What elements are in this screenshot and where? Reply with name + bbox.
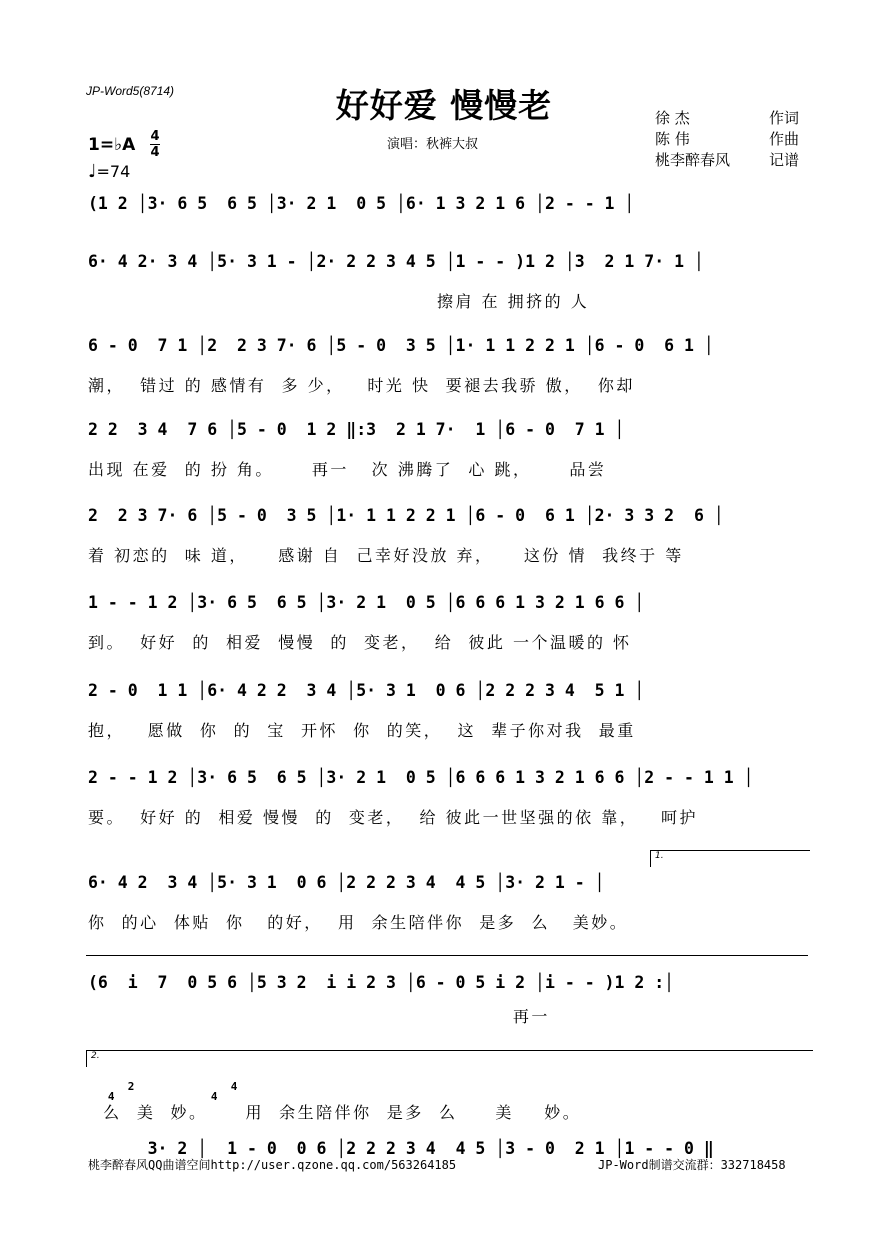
time-signature-bottom: 4 xyxy=(107,1090,115,1103)
song-title: 好好爱 慢慢老 xyxy=(335,86,553,125)
first-ending-bracket xyxy=(650,850,810,867)
credit-transcriber xyxy=(655,150,799,171)
credit-composer xyxy=(655,129,799,150)
notation-text: 3· 2 │ 1 - 0 0 6 │2 2 2 3 4 4 5 │3 - 0 2 1 │1 - - 0 ‖ xyxy=(127,1139,714,1158)
lyrics-row: 到。 好好 的 相爱 慢慢 的 变老， 给 彼此 一个温暖的 怀 xyxy=(88,633,632,652)
lyrics-row: 潮， 错过 的 感情有 多 少， 时光 快 要褪去我骄 傲， 你却 xyxy=(88,376,635,395)
credit-role: 记谱 xyxy=(769,151,800,169)
notation-row: (1 2 │3· 6 5 6 5 │3· 2 1 0 5 │6· 1 3 2 1 6 │2 - - 1 │ xyxy=(88,194,635,213)
credit-role: 作曲 xyxy=(769,130,800,148)
inline-time-signature xyxy=(88,1072,134,1112)
time-signature-top: 4 xyxy=(150,129,160,144)
notation-row: 2 - 0 1 1 │6· 4 2 2 3 4 │5· 3 1 0 6 │2 2 2 3 4 5 1 │ xyxy=(88,681,645,700)
interlude-divider xyxy=(86,955,808,956)
score-line-10 xyxy=(88,972,806,1028)
score-line-9 xyxy=(88,872,806,934)
score-line-4 xyxy=(88,419,806,481)
credit-lyricist xyxy=(655,108,799,129)
notation-row: 6· 4 2· 3 4 │5· 3 1 - │2· 2 2 3 4 5 │1 - - )1 2 │3 2 1 7· 1 │ xyxy=(88,252,704,271)
time-signature-top: 4 xyxy=(230,1080,238,1093)
time-signature-bottom: 4 xyxy=(150,145,160,160)
time-signature-top: 2 xyxy=(127,1080,135,1093)
notation-row: 6· 4 2 3 4 │5· 3 1 0 6 │2 2 2 3 4 4 5 │3· 2 1 - │ xyxy=(88,873,605,892)
lyrics-row: 擦肩 在 拥挤的 人 xyxy=(88,292,590,311)
lyrics-row: 么 美 妙。 用 余生陪伴你 是多 么 美 妙。 xyxy=(88,1103,582,1122)
credits-block xyxy=(655,108,799,171)
score-line-3 xyxy=(88,335,806,397)
key-signature: 1=♭A xyxy=(88,135,136,155)
lyrics-row: 出现 在爱 的 扮 角。 再一 次 沸腾了 心 跳， 品尝 xyxy=(88,460,607,479)
footer-left: 桃李醉春风QQ曲谱空间http://user.qzone.qq.com/563264185 xyxy=(88,1158,457,1172)
footer-right: JP-Word制谱交流群：332718458 xyxy=(598,1158,786,1172)
credit-role: 作词 xyxy=(769,109,800,127)
score-line-1 xyxy=(88,193,806,255)
lyrics-row: 你 的心 体贴 你 的好， 用 余生陪伴你 是多 么 美妙。 xyxy=(88,913,629,932)
singer-credit: 演唱：秋裤大叔 xyxy=(387,137,479,152)
credit-name: 徐 杰 xyxy=(655,109,690,127)
score-line-7 xyxy=(88,680,806,742)
volta-label: 2. xyxy=(91,1051,100,1061)
notation-row: 1 - - 1 2 │3· 6 5 6 5 │3· 2 1 0 5 │6 6 6 1 3 2 1 6 6 │ xyxy=(88,593,645,612)
lyrics-row: 着 初恋的 味 道， 感谢 自 己幸好没放 弃， 这份 情 我终于 等 xyxy=(88,546,684,565)
tempo-value: =74 xyxy=(96,162,131,181)
lyrics-row: 抱， 愿做 你 的 宝 开怀 你 的笑， 这 辈子你对我 最重 xyxy=(88,721,636,740)
score-line-8 xyxy=(88,767,806,829)
tempo-marking xyxy=(88,161,130,182)
notation-row: 2 - - 1 2 │3· 6 5 6 5 │3· 2 1 0 5 │6 6 6 1 3 2 1 6 6 │2 - - 1 1 │ xyxy=(88,768,754,787)
quarter-note-icon: ♩ xyxy=(88,161,97,182)
score-line-2 xyxy=(88,251,806,313)
notation-row: 2 2 3 4 7 6 │5 - 0 1 2 ‖:3 2 1 7· 1 │6 - 0 7 1 │ xyxy=(88,420,625,439)
notation-row: 2 2 3 7· 6 │5 - 0 3 5 │1· 1 1 2 2 1 │6 - 0 6 1 │2· 3 3 2 6 │ xyxy=(88,506,724,525)
lyrics-row: 要。 好好 的 相爱 慢慢 的 变老， 给 彼此一世坚强的依 靠， 呵护 xyxy=(88,808,698,827)
software-tag: JP-Word5(8714) xyxy=(86,84,175,98)
notation-row: 6 - 0 7 1 │2 2 3 7· 6 │5 - 0 3 5 │1· 1 1 2 2 1 │6 - 0 6 1 │ xyxy=(88,336,714,355)
credit-name: 陈 伟 xyxy=(655,130,690,148)
lyrics-row: 再一 xyxy=(88,1007,550,1026)
inline-time-signature xyxy=(191,1072,237,1112)
volta-label: 1. xyxy=(655,851,664,861)
time-signature-bottom: 4 xyxy=(210,1090,218,1103)
time-signature xyxy=(150,130,160,159)
score-line-5 xyxy=(88,505,806,567)
notation-row: (6 i 7 0 5 6 │5 3 2 i i 2 3 │6 - 0 5 i 2 │i - - )1 2 :│ xyxy=(88,973,675,992)
second-ending-bracket xyxy=(86,1050,813,1067)
score-line-11 xyxy=(88,1072,806,1158)
score-line-6 xyxy=(88,592,806,654)
credit-name: 桃李醉春风 xyxy=(655,151,731,169)
